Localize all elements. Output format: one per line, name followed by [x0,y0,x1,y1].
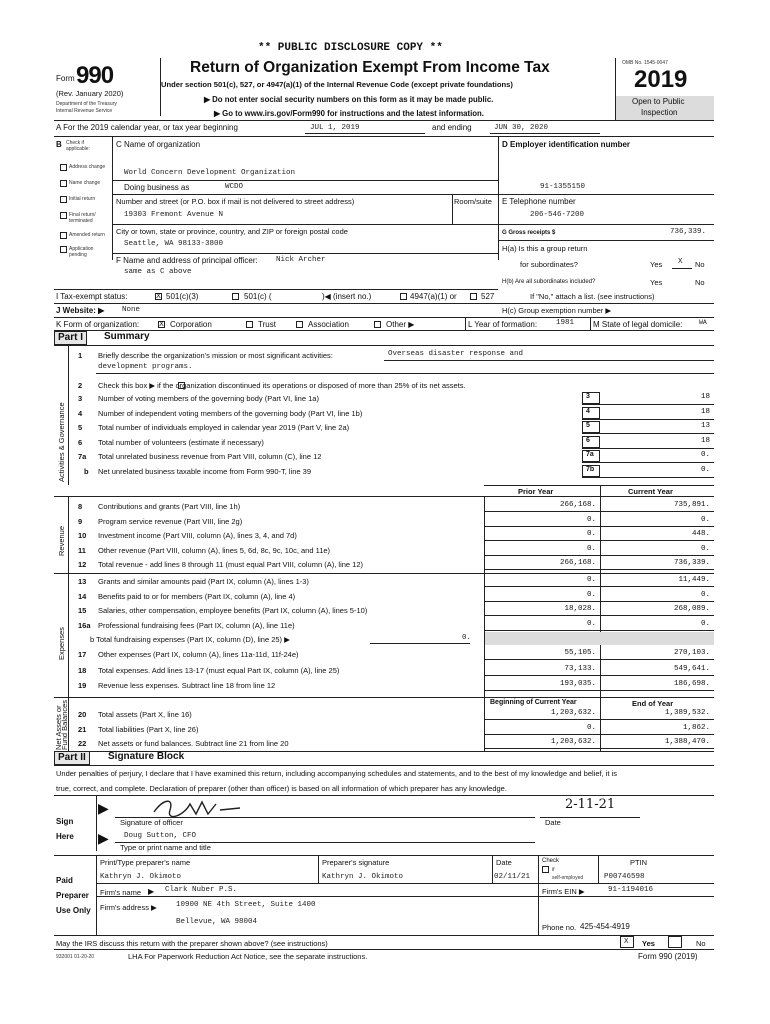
gov-line-number: 6 [78,437,83,447]
ssn-warning: ▶ Do not enter social security numbers on this form as it may be made public. [204,95,494,104]
line-rule [484,734,714,735]
line-label: Professional fundraising fees (Part IX, column (A), line 11e) [98,620,295,630]
street-field[interactable]: 19303 Fremont Avenue N [124,211,224,219]
gov-line-box-number: 5 [586,422,590,429]
line-label: Net assets or fund balances. Subtract line 21 from line 20 [98,739,289,748]
other-label: Other ▶ [386,320,415,329]
other-checkbox[interactable] [374,321,381,328]
ein-label: D Employer identification number [502,140,631,149]
discuss-no-checkbox[interactable] [668,936,682,948]
line-label: Contributions and grants (Part VIII, line 1h) [98,502,241,511]
amended-return-checkbox[interactable] [60,232,67,239]
current-year-value[interactable]: 270,103. [673,649,710,657]
preparer-name-label: Print/Type preparer's name [100,858,191,867]
line-rule [484,586,714,587]
prior-year-header: Prior Year [518,487,554,496]
sign-arrow-2: ▶ [98,830,109,846]
prior-year-value[interactable]: 0. [586,530,596,538]
gov-line-value[interactable]: 18 [700,393,710,401]
current-year-value[interactable]: 0. [700,515,710,524]
line-number: 16a [78,620,91,630]
group-return-no-mark[interactable]: X [678,258,683,266]
line-label: Total expenses. Add lines 13-17 (must equal Part IX, column (A), line 25) [98,665,340,675]
final-return-label: Final return/ terminated [69,212,96,224]
line-rule [484,675,714,676]
website-label: J Website: ▶ [56,306,105,315]
line-rule [484,540,714,541]
current-year-value[interactable]: 549,641. [673,664,710,673]
group-return-question: H(a) Is this a group return [502,244,588,253]
line-label: Other expenses (Part IX, column (A), lines 11a-11d, 11f-24e) [98,650,299,659]
preparer-date[interactable]: 02/11/21 [494,873,531,881]
part-1-title: Summary [104,331,150,342]
current-year-value[interactable]: 186,698. [673,680,710,688]
principal-officer-name[interactable]: Nick Archer [276,256,326,264]
subordinates-included-question: H(b) Are all subordinates included? [502,279,596,285]
gov-line-value[interactable]: 0. [700,451,710,459]
gov-line-value[interactable]: 18 [700,407,710,416]
firm-ein[interactable]: 91-1194016 [608,886,654,894]
self-employed-label: self-employed [552,875,584,881]
city-field[interactable]: Seattle, WA 98133-3800 [124,240,224,248]
line-rule [484,615,714,616]
current-year-value[interactable]: 0. [700,544,710,553]
gov-line-label: Number of independent voting members of the governing body (Part VI, line 1b) [98,408,363,418]
ptin-field[interactable]: P00746598 [604,873,645,881]
line-number: 20 [78,710,87,719]
part-1-tag: Part I [54,331,87,345]
line-label: Program service revenue (Part VIII, line 2g) [98,516,243,526]
line-16b-label: b Total fundraising expenses (Part IX, column (D), line 25) ▶ [90,635,290,644]
line-label: Total assets (Part X, line 16) [98,710,192,719]
current-year-value[interactable]: 736,339. [673,559,710,567]
ein-field[interactable]: 91-1355150 [540,183,586,191]
instructions-link[interactable]: ▶ Go to www.irs.gov/Form990 for instructions and the latest information. [214,109,484,118]
org-name-field[interactable]: World Concern Development Organization [124,169,296,177]
side-label-net-assets: Net Assets or Fund Balances [54,699,69,750]
check-label: Check [542,858,560,864]
line-rule [484,511,714,512]
application-pending-label: Application pending [69,246,94,258]
mission-field-line1[interactable]: Overseas disaster response and [388,350,524,358]
address-change-label: Address change [69,164,106,170]
gov-line-rule [582,448,714,449]
initial-return-checkbox[interactable] [60,196,67,203]
gov-line-number: b [84,466,89,476]
gov-line-label: Net unrelated business taxable income from Form 990-T, line 39 [98,466,312,476]
preparer-signature[interactable]: Kathryn J. Okimoto [322,873,404,881]
and-ending-label: and ending [432,123,472,132]
sign-arrow-1: ▶ [98,800,109,816]
discuss-question: May the IRS discuss this return with the preparer shown above? (see instructions) [56,939,328,948]
officer-name-title[interactable]: Doug Sutton, CFO [124,832,197,840]
line-rule [484,659,714,660]
preparer-date-label: Date [496,858,512,867]
line-number: 17 [78,650,87,659]
group-exemption-label: H(c) Group exemption number ▶ [502,306,612,315]
group-return-yes: Yes [650,260,663,269]
boy-header: Beginning of Current Year [490,699,577,706]
principal-officer-address[interactable]: same as C above [124,268,192,276]
year-formation-field[interactable]: 1981 [556,319,575,327]
line-number: 14 [78,591,87,601]
gov-line-rule [582,404,714,405]
dept-treasury: Department of the Treasury [56,101,117,107]
gov-line-value[interactable]: 13 [700,422,710,430]
year-formation-label: L Year of formation: [468,320,538,329]
line-label: Other revenue (Part VIII, column (A), lines 5, 6d, 8c, 9c, 10c, and 11e) [98,545,331,555]
firm-name-label: Firm's name [100,888,142,897]
current-year-value[interactable]: 735,891. [673,501,710,509]
gov-line-rule [582,462,714,463]
current-year-value[interactable]: 11,449. [678,576,710,584]
current-year-value[interactable]: 0. [700,590,710,599]
preparer-name[interactable]: Kathryn J. Okimoto [100,873,182,881]
org-name-label: C Name of organization [116,140,201,149]
status-501c3-checkbox[interactable]: X [156,293,161,300]
self-employed-checkbox[interactable] [542,866,549,873]
tax-exempt-status-label: I Tax-exempt status: [56,292,128,301]
paid-label: Paid [56,876,73,885]
perjury-line-2: true, correct, and complete. Declaration of preparer (other than officer) is based on all information of which preparer has any knowledge. [56,784,507,793]
discuss-no-label: No [696,939,706,948]
gov-line-label: Total unrelated business revenue from Part VIII, column (C), line 12 [98,452,322,461]
gov-line-box-number: 3 [586,393,590,400]
subordinates-note: If "No," attach a list. (see instructions) [530,292,655,301]
status-501c3-label: 501(c)(3) [166,292,199,301]
gov-line-value[interactable]: 18 [700,436,710,445]
line-rule [484,690,714,691]
gov-line-number: 5 [78,423,83,432]
dba-label: Doing business as [124,183,190,192]
gov-line-box-number: 4 [586,407,590,415]
line-number: 12 [78,560,87,569]
line-number: 21 [78,724,87,734]
application-pending-checkbox[interactable] [60,246,67,253]
gov-line-label: Total number of individuals employed in calendar year 2019 (Part V, line 2a) [98,423,350,432]
section-b-letter: B [56,140,62,149]
subordinates-no: No [695,278,705,287]
firm-name-arrow: ▶ [148,887,155,896]
form-footer-id: Form 990 (2019) [638,952,698,961]
legal-domicile-field[interactable]: WA [699,319,707,326]
current-year-value[interactable]: 268,089. [673,605,710,613]
prior-year-value[interactable]: 193,035. [559,680,596,688]
status-501c-checkbox[interactable] [232,293,239,300]
gross-receipts-label: G Gross receipts $ [502,230,556,236]
line-number: 13 [78,577,87,586]
name-change-label: Name change [69,180,101,186]
current-year-header: Current Year [628,487,673,496]
group-return-subordinates: for subordinates? [520,260,578,269]
line-number: 18 [78,665,87,675]
prior-year-value[interactable]: 0. [586,544,596,553]
line-number: 11 [78,545,86,555]
firm-name[interactable]: Clark Nuber P.S. [165,886,238,894]
line-number: 19 [78,681,87,690]
line-number: 10 [78,531,87,540]
principal-officer-label: F Name and address of principal officer: [116,256,258,265]
prior-year-value[interactable]: 0. [586,576,596,584]
gov-line-box [582,436,600,448]
omb-number: OMB No. 1545-0047 [622,60,668,66]
mission-field-line2[interactable]: development programs. [98,363,193,371]
open-to-public: Open to Public [632,97,685,106]
status-4947-label: 4947(a)(1) or [410,292,457,301]
subordinates-yes: Yes [650,278,663,287]
current-year-value[interactable]: 1,389,532. [664,709,710,717]
telephone-label: E Telephone number [502,197,576,206]
status-insert-no-label: )◀ (insert no.) [322,292,372,301]
line-a-label: A For the 2019 calendar year, or tax year beginning [56,123,238,132]
gov-line-box-number: 7a [586,451,594,458]
signature-label: Signature of officer [120,818,183,827]
check-if-applicable: Check if applicable: [66,140,90,152]
check-if-label: if [552,867,555,873]
side-label-revenue: Revenue [57,525,66,556]
prior-year-value[interactable]: 0. [586,515,596,524]
line-number: 15 [78,606,87,615]
form-subtitle: Under section 501(c), 527, or 4947(a)(1) of the Internal Revenue Code (except private foundations) [161,80,513,89]
sign-label: Sign [56,817,74,826]
form-label: Form [56,74,75,83]
gross-receipts-field[interactable]: 736,339. [670,228,707,236]
group-return-no: No [695,260,705,269]
gov-line-rule [582,433,714,434]
line-label: Total liabilities (Part X, line 26) [98,724,199,734]
line-label: Benefits paid to or for members (Part IX, column (A), line 4) [98,591,296,601]
paperwork-notice: LHA For Paperwork Reduction Act Notice, see the separate instructions. [128,952,368,961]
firm-phone[interactable]: 425-454-4919 [580,922,630,931]
line-rule [484,748,714,749]
line-2-label: Check this box ▶ if the organization discontinued its operations or disposed of more than 25% of its net assets. [98,381,466,390]
dept-irs: Internal Revenue Service [56,108,113,114]
discuss-yes-label: Yes [642,939,655,948]
status-527-checkbox[interactable] [470,293,477,300]
org-form-label: K Form of organization: [56,320,140,329]
perjury-line-1: Under penalties of perjury, I declare that I have examined this return, including accompanying schedules and statements, and to the best of my knowledge and belief, it is [56,769,618,778]
firm-address-1[interactable]: 10900 NE 4th Street, Suite 1400 [176,901,316,909]
address-change-checkbox[interactable] [60,164,67,171]
line-label: Total revenue - add lines 8 through 11 (must equal Part VIII, column (A), line 12) [98,560,363,569]
line-label: Revenue less expenses. Subtract line 18 from line 12 [98,681,276,690]
prior-year-value[interactable]: 18,028. [564,605,596,613]
part-2-title: Signature Block [108,751,185,762]
firm-ein-label: Firm's EIN ▶ [542,887,585,896]
use-only-label: Use Only [56,906,91,915]
corporation-label: Corporation [170,320,212,329]
prior-year-value[interactable]: 266,168. [559,501,596,509]
tax-year: 2019 [634,66,688,93]
street-label: Number and street (or P.O. box if mail is not delivered to street address) [116,197,355,206]
firm-address-2[interactable]: Bellevue, WA 98004 [176,918,258,926]
gov-line-rule [582,477,714,478]
gov-line-box [582,421,600,433]
trust-checkbox[interactable] [246,321,253,328]
prior-year-value[interactable]: 0. [586,723,596,732]
association-label: Association [308,320,349,329]
prior-year-value[interactable]: 73,133. [564,664,596,673]
form-revision: (Rev. January 2020) [56,89,124,98]
discontinued-checkbox[interactable] [178,382,185,389]
status-4947-checkbox[interactable] [400,293,407,300]
ptin-label: PTIN [630,858,648,867]
line-rule [484,630,714,631]
gov-line-number: 3 [78,394,83,403]
sig-date-label: Date [545,818,561,827]
line-rule [484,569,714,570]
form-code: 932001 01-20-20 [56,954,95,960]
here-label: Here [56,832,74,841]
gov-line-label: Total number of volunteers (estimate if necessary) [98,437,264,447]
form-title: Return of Organization Exempt From Income Tax [190,59,550,76]
eoy-header: End of Year [632,699,674,708]
line-1-label: Briefly describe the organization's mission or most significant activities: [98,351,333,360]
signature-date[interactable]: 2-11-21 [565,797,616,812]
gov-line-box [582,407,600,419]
firm-address-label: Firm's address ▶ [100,903,157,912]
telephone-field[interactable]: 206-546-7200 [530,211,585,219]
gov-line-number: 7a [78,452,87,461]
line-rule [484,555,714,556]
initial-return-label: Initial return [69,196,96,202]
association-checkbox[interactable] [296,321,303,328]
form-number: 990 [76,62,114,89]
gov-line-value[interactable]: 0. [700,465,710,474]
website-field[interactable]: None [122,306,141,314]
line-16b-value[interactable]: 0. [462,634,472,642]
name-change-checkbox[interactable] [60,180,67,187]
line-number: 22 [78,739,87,748]
corporation-checkbox[interactable]: X [159,321,164,328]
gov-line-box [582,392,600,404]
room-suite-label: Room/suite [454,197,492,206]
gov-line-rule [582,419,714,420]
dba-field[interactable]: WCDO [225,183,244,191]
prior-year-value[interactable]: 55,105. [564,649,596,657]
city-label: City or town, state or province, country, and ZIP or foreign postal code [116,227,348,236]
gov-line-number: 4 [78,408,83,418]
line-number: 9 [78,516,83,526]
prior-year-value[interactable]: 0. [586,619,596,628]
status-527-label: 527 [481,292,495,301]
type-name-label: Type or print name and title [120,843,211,852]
gov-line-box-number: 7b [586,465,595,473]
line-rule [484,601,714,602]
line-label: Salaries, other compensation, employee benefits (Part IX, column (A), lines 5-10) [98,606,368,615]
line-rule [484,526,714,527]
line-label: Grants and similar amounts paid (Part IX, column (A), lines 1-3) [98,577,309,586]
gov-line-label: Number of voting members of the governing body (Part VI, line 1a) [98,394,319,403]
prior-year-value[interactable]: 1,203,632. [550,709,596,717]
status-501c-label: 501(c) ( [244,292,272,301]
line-rule [484,719,714,720]
current-year-value[interactable]: 448. [691,530,710,538]
current-year-value[interactable]: 1,862. [682,723,710,732]
prior-year-value[interactable]: 0. [586,590,596,599]
inspection-label: Inspection [641,108,678,117]
prior-year-value[interactable]: 266,168. [559,559,596,567]
side-label-activities: Activities & Governance [57,402,66,482]
legal-domicile-label: M State of legal domicile: [593,320,683,329]
part-2-tag: Part II [54,751,90,765]
preparer-label: Preparer [56,891,89,900]
tax-year-end[interactable]: JUN 30, 2020 [494,124,549,132]
prior-year-value[interactable]: 1,203,632. [550,738,596,746]
disclosure-banner: ** PUBLIC DISCLOSURE COPY ** [258,42,443,54]
trust-label: Trust [258,320,276,329]
preparer-sig-label: Preparer's signature [322,858,390,867]
discuss-yes-mark: X [624,938,629,946]
amended-return-label: Amended return [69,232,105,238]
final-return-checkbox[interactable] [60,212,67,219]
gov-line-box-number: 6 [586,436,590,444]
current-year-value[interactable]: 0. [700,619,710,628]
firm-phone-label: Phone no. [542,923,577,932]
officer-signature[interactable] [150,796,270,818]
prior-year-column-edge [484,496,485,751]
current-year-value[interactable]: 1,388,470. [664,738,710,746]
side-label-expenses: Expenses [57,627,66,660]
tax-year-begin[interactable]: JUL 1, 2019 [310,124,360,132]
line-number: 8 [78,502,83,511]
line-label: Investment income (Part VIII, column (A), lines 3, 4, and 7d) [98,531,297,540]
